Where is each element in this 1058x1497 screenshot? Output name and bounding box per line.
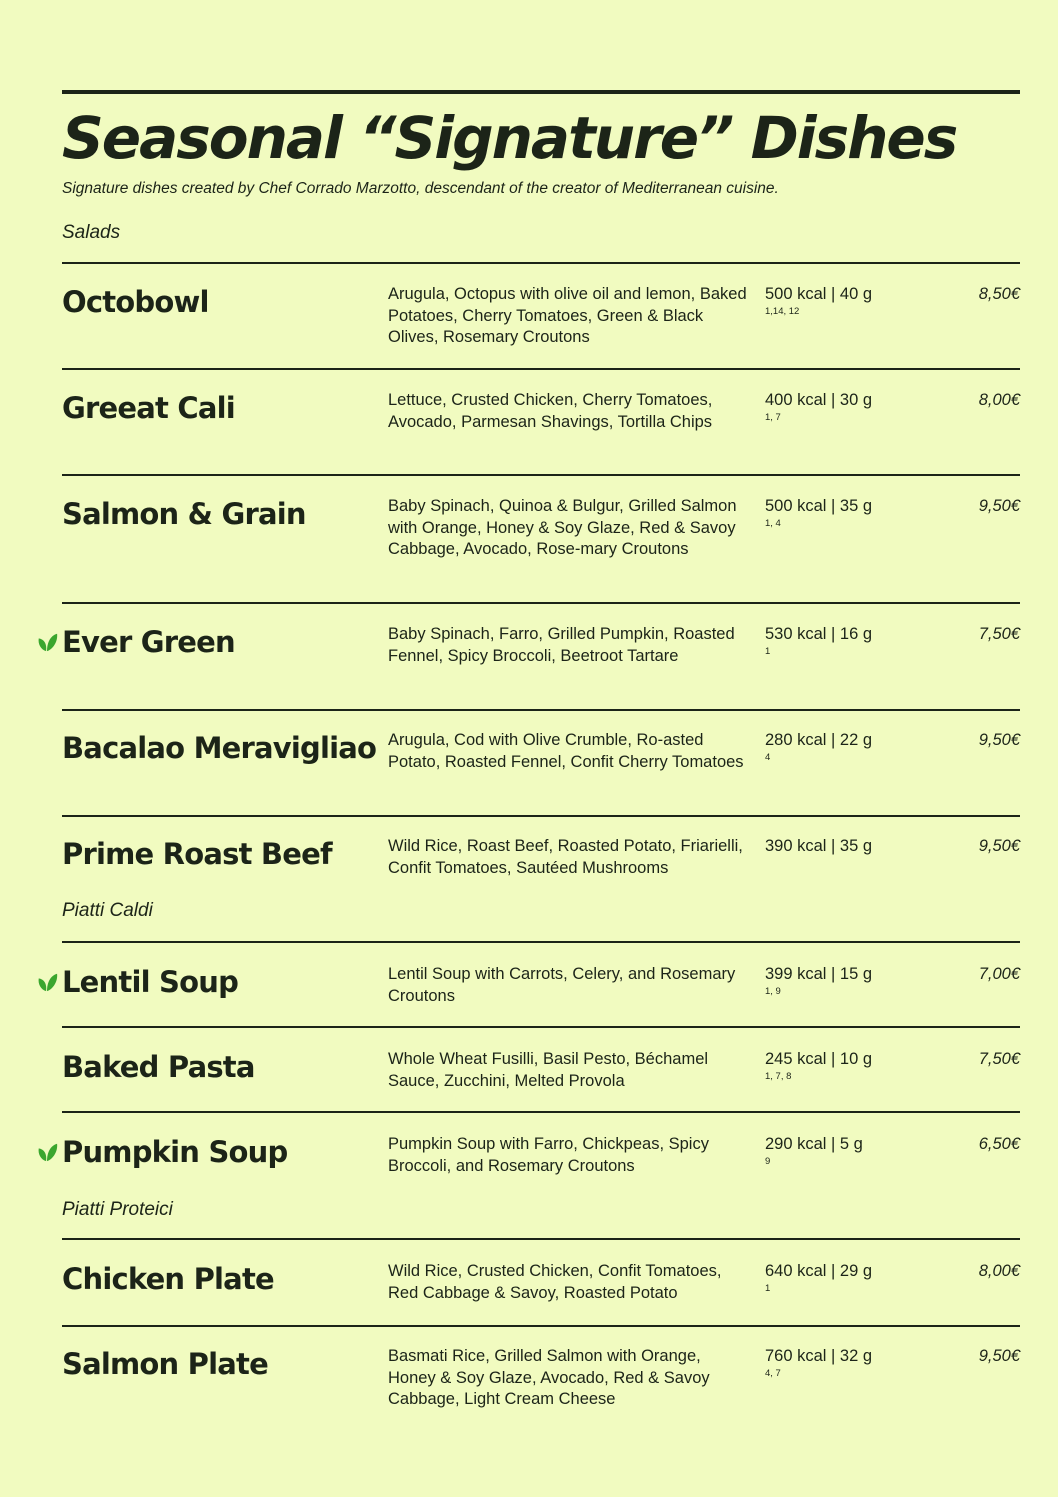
dish-price: 7,50€: [978, 1050, 1020, 1068]
dish-price: 9,50€: [978, 837, 1020, 855]
dish-name: Baked Pasta: [62, 1050, 255, 1084]
dish-nutrition: 640 kcal | 29 g: [765, 1262, 873, 1280]
page-title: Seasonal “Signature” Dishes: [62, 104, 957, 172]
dish-allergens: 1, 7: [765, 412, 781, 423]
divider: [62, 941, 1020, 943]
dish-name: Octobowl: [62, 285, 209, 319]
menu-header: [62, 90, 1020, 198]
dish-description: Baby Spinach, Quinoa & Bulgur, Grilled Salmon with Orange, Honey & Soy Glaze, Red & Savoy Cabbage, Avocado, Rose-mary Croutons: [388, 497, 737, 558]
dish-name: Chicken Plate: [62, 1262, 274, 1296]
leaf-icon: [36, 1141, 58, 1163]
dish-price: 9,50€: [978, 497, 1020, 515]
dish-allergens: 9: [765, 1156, 771, 1167]
dish-nutrition: 530 kcal | 16 g: [765, 625, 873, 643]
section-label-salads: Salads: [62, 222, 121, 243]
dish-allergens: 1: [765, 1283, 771, 1294]
dish-price: 9,50€: [978, 1347, 1020, 1365]
dish-price: 8,50€: [978, 285, 1020, 303]
dish-allergens: 1: [765, 646, 771, 657]
dish-price: 6,50€: [978, 1135, 1020, 1153]
dish-nutrition: 500 kcal | 35 g: [765, 497, 873, 515]
dish-nutrition: 399 kcal | 15 g: [765, 965, 873, 983]
divider: [62, 474, 1020, 476]
divider: [62, 1026, 1020, 1028]
dish-name: Ever Green: [62, 625, 235, 659]
divider: [62, 1238, 1020, 1240]
dish-description: Arugula, Octopus with olive oil and lemon, Baked Potatoes, Cherry Tomatoes, Green & Black Olives, Rosemary Croutons: [388, 285, 747, 346]
dish-allergens: 4: [765, 752, 771, 763]
dish-name: Salmon & Grain: [62, 497, 306, 531]
dish-nutrition: 245 kcal | 10 g: [765, 1050, 873, 1068]
divider: [62, 602, 1020, 604]
dish-allergens: 4, 7: [765, 1368, 781, 1379]
section-label-piatti-proteici: Piatti Proteici: [62, 1199, 173, 1220]
page-subtitle: Signature dishes created by Chef Corrado Marzotto, descendant of the creator of Mediterranean cuisine.: [62, 180, 779, 197]
dish-price: 8,00€: [978, 391, 1020, 409]
top-rule: [62, 90, 1020, 94]
dish-allergens: 1, 7, 8: [765, 1071, 792, 1082]
dish-description: Pumpkin Soup with Farro, Chickpeas, Spicy Broccoli, and Rosemary Croutons: [388, 1135, 709, 1175]
dish-name: Lentil Soup: [62, 965, 239, 999]
dish-description: Lettuce, Crusted Chicken, Cherry Tomatoes, Avocado, Parmesan Shavings, Tortilla Chips: [388, 391, 713, 431]
dish-price: 7,00€: [978, 965, 1020, 983]
dish-name: Prime Roast Beef: [62, 837, 332, 871]
divider: [62, 1111, 1020, 1113]
dish-description: Baby Spinach, Farro, Grilled Pumpkin, Roasted Fennel, Spicy Broccoli, Beetroot Tartare: [388, 625, 735, 665]
divider: [62, 709, 1020, 711]
dish-name: Bacalao Meravigliao: [62, 731, 377, 765]
leaf-icon: [36, 631, 58, 653]
leaf-icon: [36, 971, 58, 993]
dish-description: Arugula, Cod with Olive Crumble, Ro-asted Potato, Roasted Fennel, Confit Cherry Tomatoes: [388, 731, 744, 771]
dish-description: Wild Rice, Roast Beef, Roasted Potato, Friarielli, Confit Tomatoes, Sautéed Mushrooms: [388, 837, 743, 877]
dish-nutrition: 390 kcal | 35 g: [765, 837, 873, 855]
dish-price: 9,50€: [978, 731, 1020, 749]
dish-price: 8,00€: [978, 1262, 1020, 1280]
dish-nutrition: 290 kcal | 5 g: [765, 1135, 863, 1153]
dish-allergens: 1,14, 12: [765, 306, 800, 317]
dish-nutrition: 280 kcal | 22 g: [765, 731, 873, 749]
dish-nutrition: 760 kcal | 32 g: [765, 1347, 873, 1365]
dish-description: Basmati Rice, Grilled Salmon with Orange, Honey & Soy Glaze, Avocado, Red & Savoy Cabbage, Light Cream Cheese: [388, 1347, 710, 1408]
dish-price: 7,50€: [978, 625, 1020, 643]
dish-allergens: 1, 9: [765, 986, 781, 997]
divider: [62, 1325, 1020, 1327]
divider: [62, 368, 1020, 370]
section-label-piatti-caldi: Piatti Caldi: [62, 900, 153, 921]
dish-description: Wild Rice, Crusted Chicken, Confit Tomatoes, Red Cabbage & Savoy, Roasted Potato: [388, 1262, 722, 1302]
dish-allergens: 1, 4: [765, 518, 781, 529]
dish-name: Salmon Plate: [62, 1347, 268, 1381]
divider: [62, 815, 1020, 817]
dish-name: Pumpkin Soup: [62, 1135, 288, 1169]
dish-nutrition: 400 kcal | 30 g: [765, 391, 873, 409]
dish-description: Whole Wheat Fusilli, Basil Pesto, Béchamel Sauce, Zucchini, Melted Provola: [388, 1050, 709, 1090]
dish-description: Lentil Soup with Carrots, Celery, and Rosemary Croutons: [388, 965, 736, 1005]
dish-name: Greeat Cali: [62, 391, 235, 425]
divider: [62, 262, 1020, 264]
dish-nutrition: 500 kcal | 40 g: [765, 285, 873, 303]
